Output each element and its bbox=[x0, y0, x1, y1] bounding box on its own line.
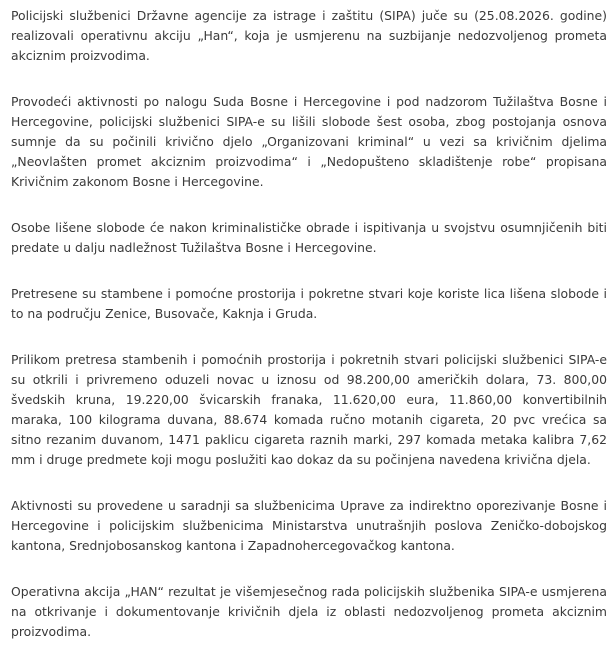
article-body bbox=[11, 6, 607, 668]
paragraph-handover: Osobe lišene slobode će nakon kriminalističke obrade i ispitivanja u svojstvu osumnjičenih biti predate u dalju nadležnost Tužilaštva Bosne i Hercegovine. bbox=[11, 220, 607, 255]
paragraph-cooperation: Aktivnosti su provedene u saradnji sa službenicima Uprave za indirektno oporezivanje Bosne i Hercegovine i policijskim službenicima Ministarstva unutrašnjih poslova Zeničko-dobojskog kantona, Srednjobosanskog kantona i Zapadnohercegovačkog kantona. bbox=[11, 498, 607, 553]
paragraph-conclusion: Operativna akcija „HAN“ rezultat je višemjesečnog rada policijskih službenika SIPA-e usmjerena na otkrivanje i dokumentovanje krivičnih djela iz oblasti nedozvoljenog prometa akciznim proizvodima. bbox=[11, 584, 607, 639]
paragraph-searched-locations: Pretresene su stambene i pomoćne prostorija i pokretne stvari koje koriste lica lišena slobode i to na području Zenice, Busovače, Kaknja i Gruda. bbox=[11, 286, 607, 321]
paragraph-action-intro: Policijski službenici Državne agencije za istrage i zaštitu (SIPA) juče su (25.08.2026. godine) realizovali operativnu akciju „Han“, koja je usmjerenu na suzbijanje nedozvoljenog prometa akciznim proizvodima. bbox=[11, 8, 607, 63]
paragraph-seized-items: Prilikom pretresa stambenih i pomoćnih prostorija i pokretnih stvari policijski službenici SIPA-e su otkrili i privremeno oduzeli novac u iznosu od 98.200,00 američkih dolara, 73. 800,00 švedskih kruna, 19.220,00 švicarskih franaka, 11.620,00 eura, 11.860,00 konvertibilnih maraka, 100 kilograma duvana, 88.674 komada ručno motanih cigareta, 20 pvc vrećica sa sitno rezanim duvanom, 1471 paklicu cigareta raznih marki, 297 komada metaka kalibra 7,62 mm i druge predmete koji mogu poslužiti kao dokaz da su počinjena navedena krivična djela. bbox=[11, 352, 607, 467]
paragraph-arrests: Provodeći aktivnosti po nalogu Suda Bosne i Hercegovine i pod nadzorom Tužilaštva Bosne i Hercegovine, policijski službenici SIPA-e su lišili slobode šest osoba, zbog postojanja osnova sumnje da su počinili krivično djelo „Organizovani kriminal“ u vezi sa krivičnim djelima „Neovlašten promet akciznim proizvodima“ i „Nedopušteno skladištenje robe“ propisana Krivičnim zakonom Bosne i Hercegovine. bbox=[11, 94, 607, 189]
